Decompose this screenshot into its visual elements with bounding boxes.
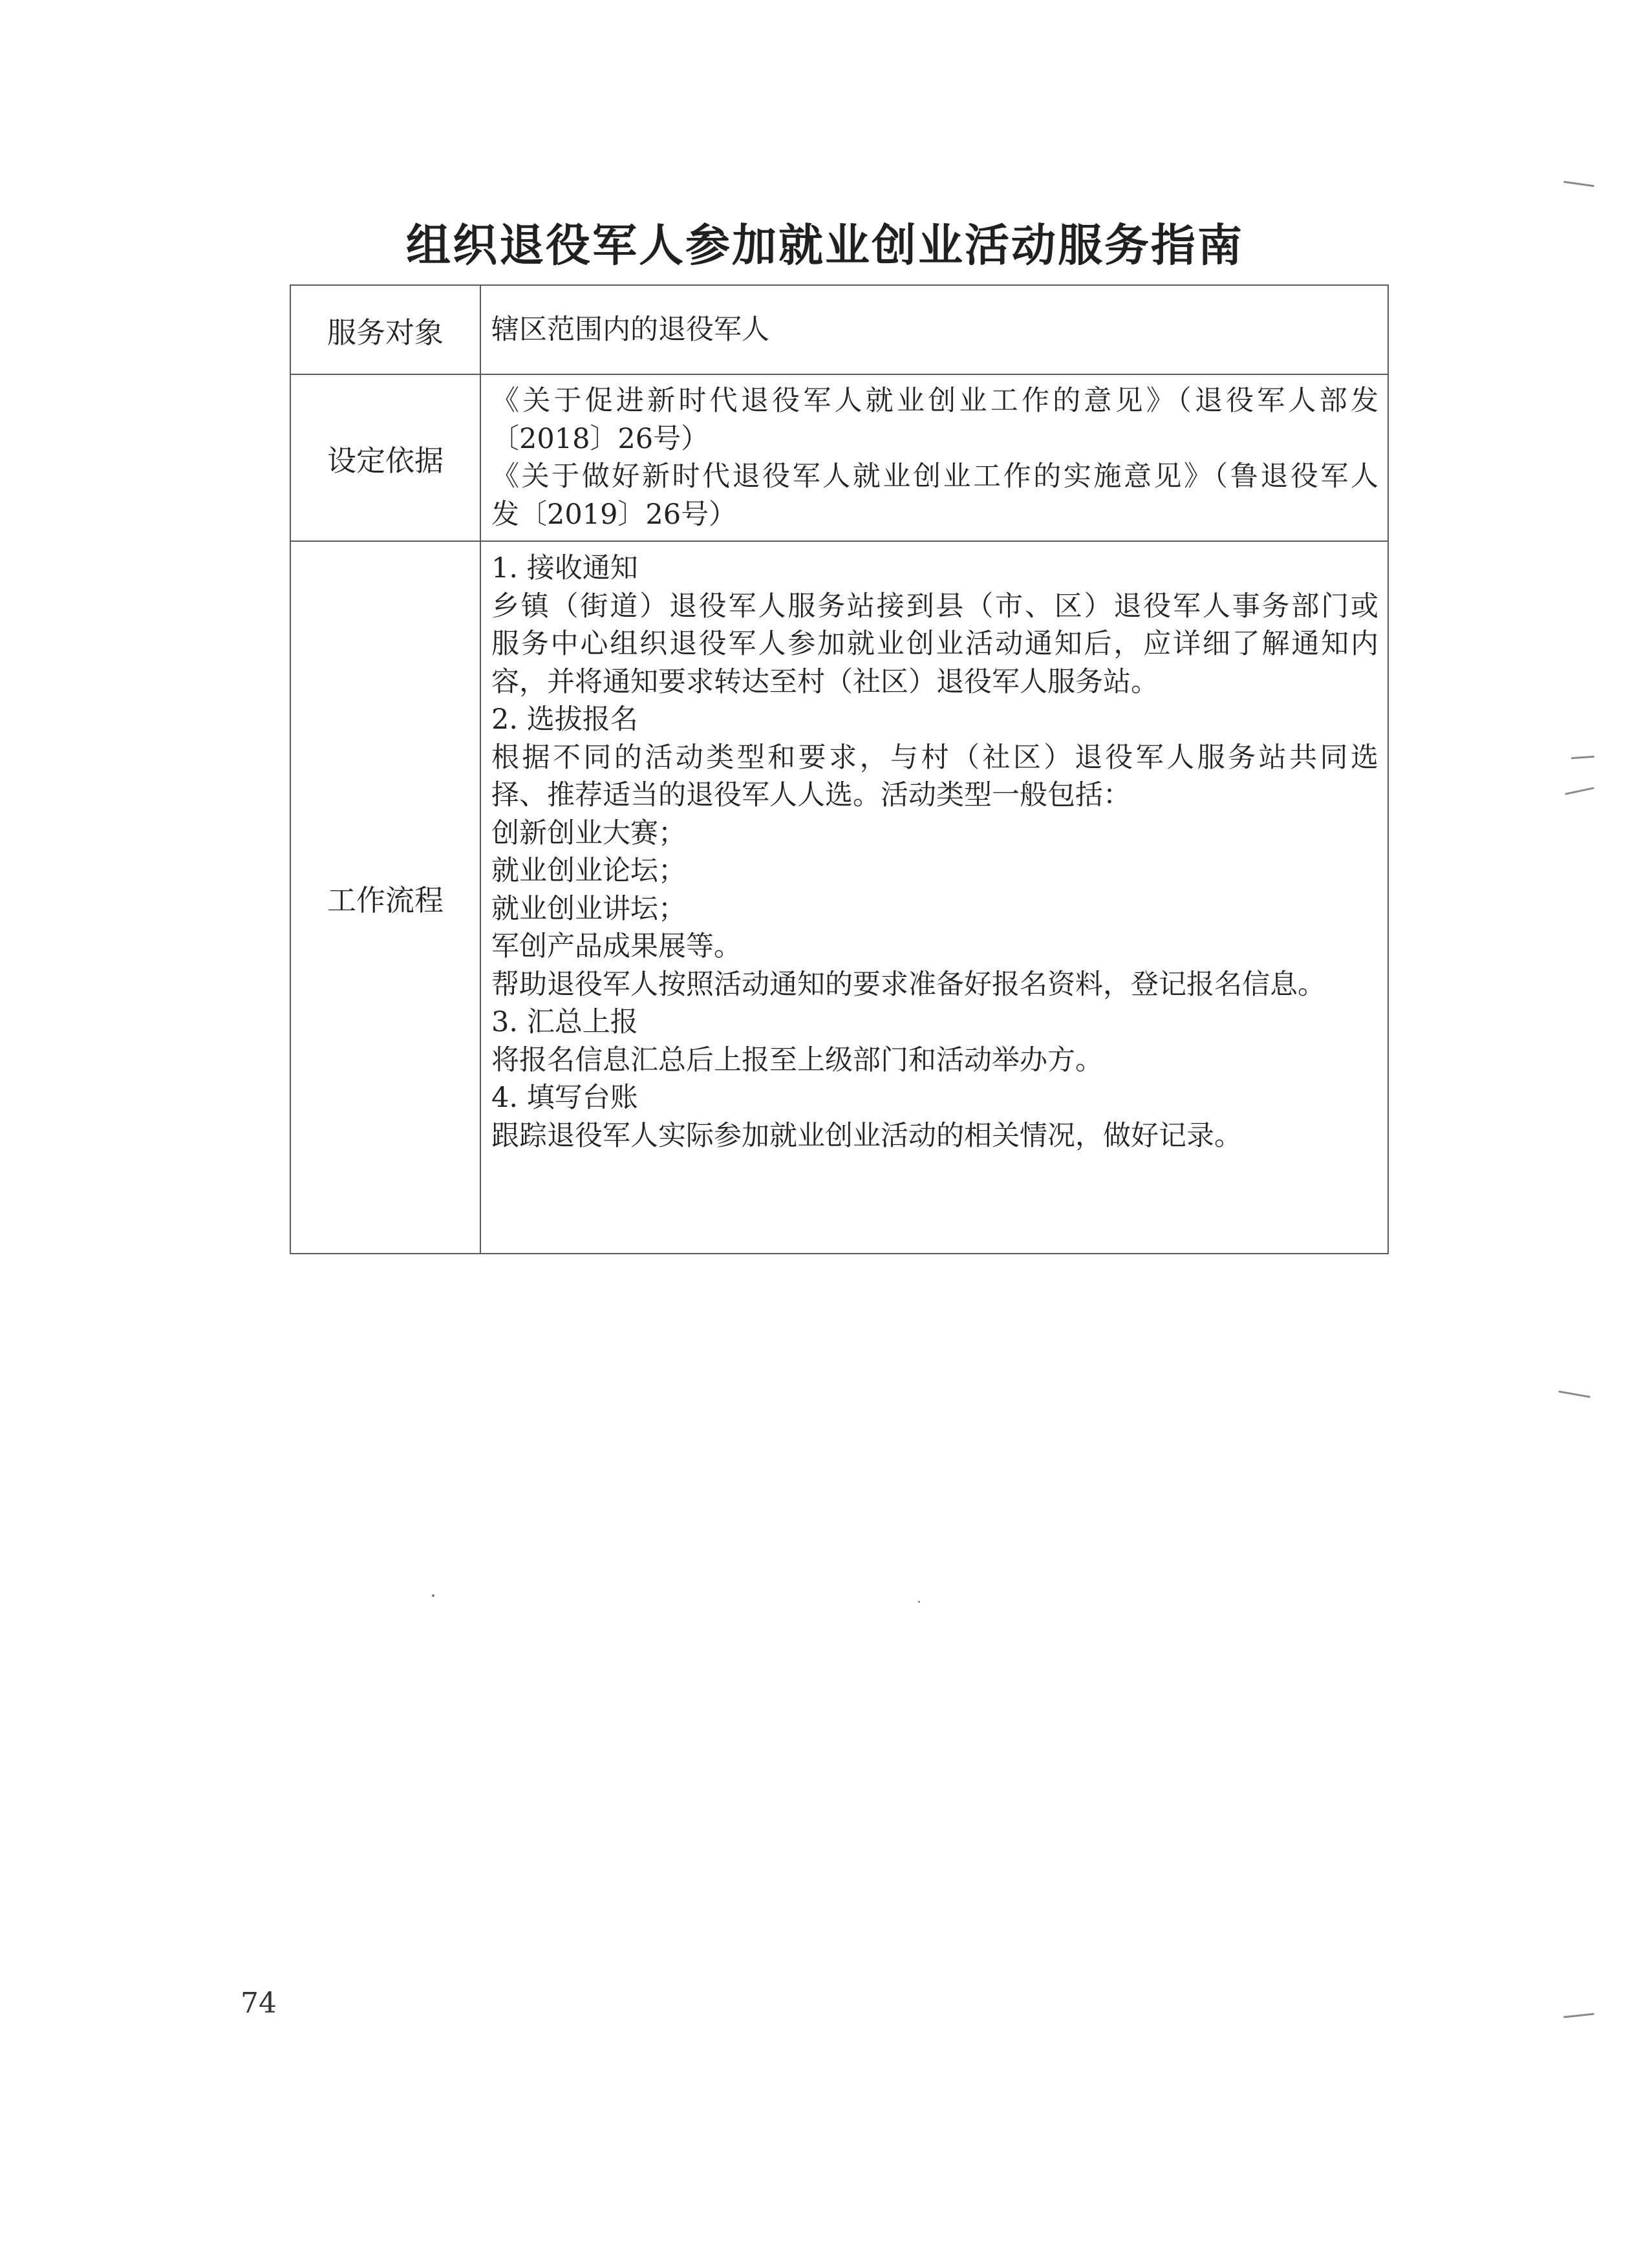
page-title: 组织退役军人参加就业创业活动服务指南 — [406, 220, 1244, 272]
basis-line: 〔2018〕26号） — [491, 422, 709, 455]
workflow-line: 乡镇（街道）退役军人服务站接到县（市、区）退役军人事务部门或 — [491, 590, 1378, 623]
workflow-line: 根据不同的活动类型和要求，与村（社区）退役军人服务站共同选 — [491, 741, 1378, 774]
scan-mark — [1565, 787, 1594, 795]
basis-content — [480, 374, 1388, 541]
workflow-line: 帮助退役军人按照活动通知的要求准备好报名资料，登记报名信息。 — [491, 968, 1325, 1001]
table-row-service-target — [290, 285, 1388, 374]
basis-label: 设定依据 — [290, 374, 480, 541]
service-guide-table — [290, 284, 1389, 1254]
workflow-line: 创新创业大赛； — [491, 817, 686, 850]
workflow-content — [480, 541, 1388, 1254]
scan-mark — [1571, 756, 1594, 760]
workflow-label: 工作流程 — [290, 541, 480, 1254]
page-number: 74 — [241, 1987, 277, 2020]
workflow-step-heading: 1. 接收通知 — [491, 552, 638, 584]
scan-mark — [1563, 2013, 1594, 2018]
workflow-step-heading: 4. 填写台账 — [491, 1082, 638, 1114]
workflow-step-heading: 3. 汇总上报 — [491, 1006, 638, 1038]
workflow-line: 将报名信息汇总后上报至上级部门和活动举办方。 — [491, 1043, 1103, 1076]
basis-line: 《关于促进新时代退役军人就业创业工作的意见》（退役军人部发 — [491, 385, 1378, 417]
workflow-line: 军创产品成果展等。 — [491, 930, 742, 963]
scan-speck — [918, 1601, 920, 1603]
table-row-basis — [290, 374, 1388, 541]
scan-mark — [1558, 1391, 1591, 1398]
workflow-line: 跟踪退役军人实际参加就业创业活动的相关情况，做好记录。 — [491, 1119, 1242, 1152]
workflow-line: 择、推荐适当的退役军人人选。活动类型一般包括： — [491, 779, 1131, 811]
table-row-workflow — [290, 541, 1388, 1254]
service-target-content: 辖区范围内的退役军人 — [480, 285, 1388, 374]
scan-mark — [1563, 181, 1594, 187]
workflow-line: 就业创业论坛； — [491, 855, 686, 887]
workflow-line: 容，并将通知要求转达至村（社区）退役军人服务站。 — [491, 665, 1159, 698]
basis-line: 《关于做好新时代退役军人就业创业工作的实施意见》（鲁退役军人 — [491, 460, 1378, 493]
scan-speck — [432, 1594, 434, 1597]
service-target-label: 服务对象 — [290, 285, 480, 374]
workflow-step-heading: 2. 选拔报名 — [491, 703, 638, 736]
workflow-line: 服务中心组织退役军人参加就业创业活动通知后，应详细了解通知内 — [491, 628, 1378, 660]
basis-line: 发〔2019〕26号） — [491, 498, 737, 531]
workflow-line: 就业创业讲坛； — [491, 892, 686, 925]
